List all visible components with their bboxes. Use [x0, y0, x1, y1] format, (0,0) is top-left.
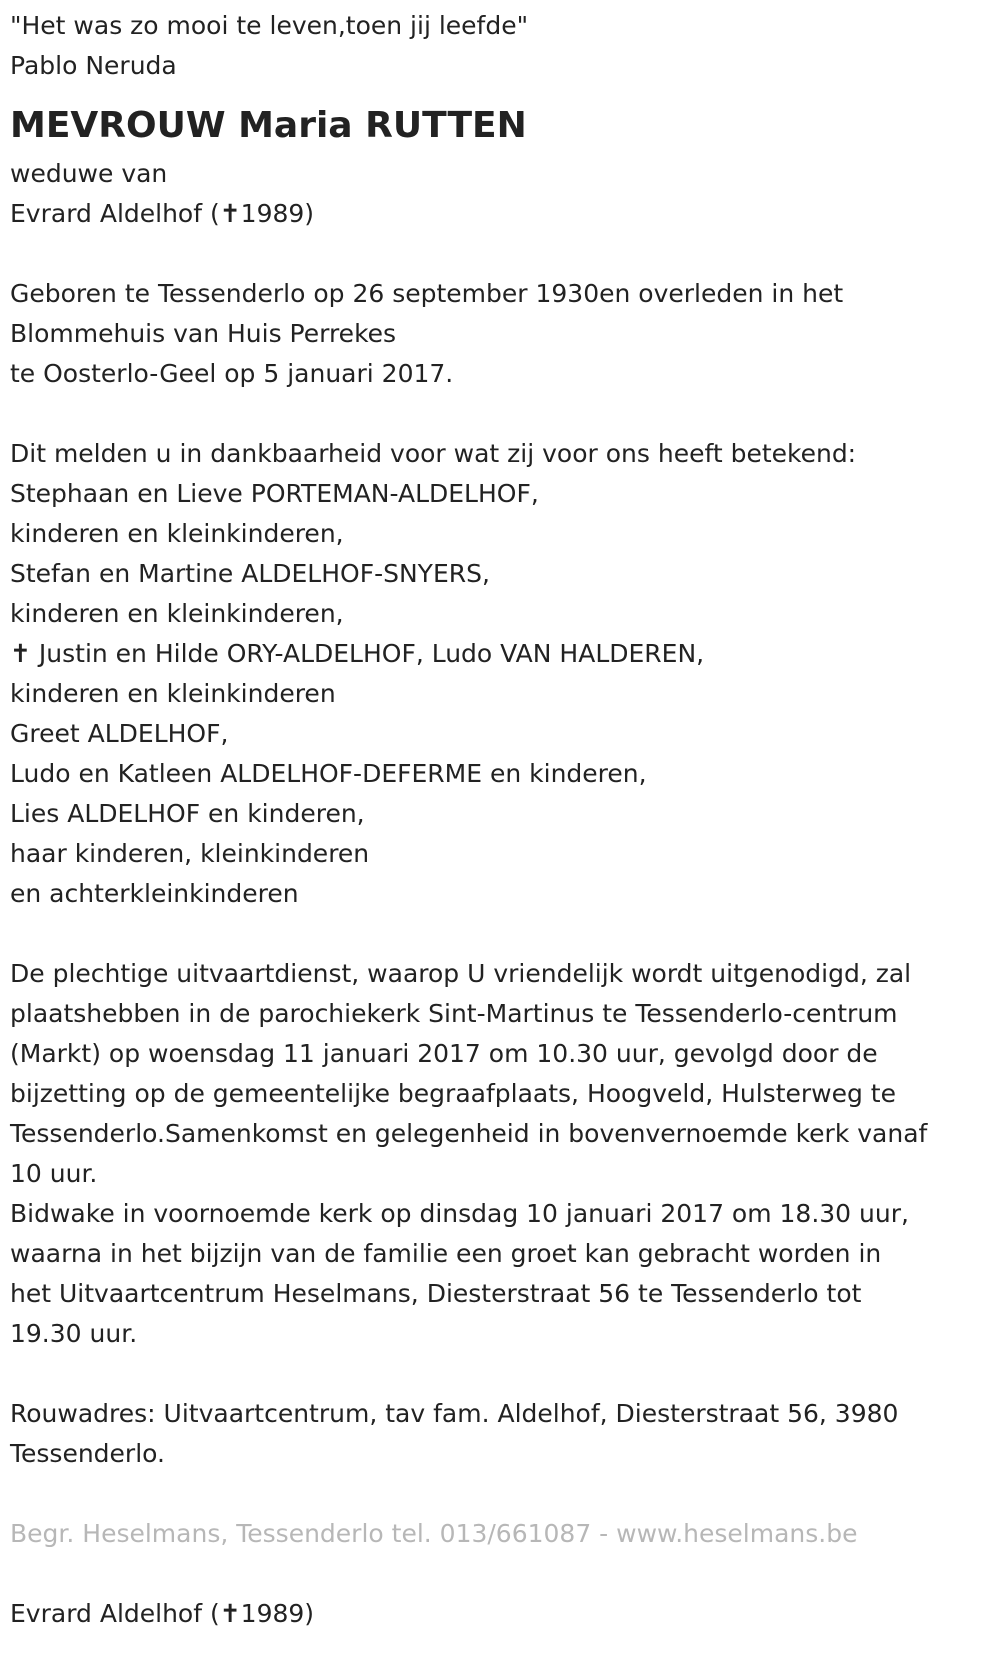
spacer: [10, 234, 990, 274]
deceased-relation: weduwe van: [10, 159, 168, 188]
address-line: Rouwadres: Uitvaartcentrum, tav fam. Aldelhof, Diesterstraat 56, 3980: [10, 1399, 899, 1428]
service-line: 10 uur.: [10, 1159, 98, 1188]
family-line: Ludo en Katleen ALDELHOF-DEFERME en kinderen,: [10, 759, 647, 788]
quote-block: [10, 6, 990, 86]
family-line: Stefan en Martine ALDELHOF-SNYERS,: [10, 559, 490, 588]
family-line: Lies ALDELHOF en kinderen,: [10, 799, 365, 828]
service-line: plaatshebben in de parochiekerk Sint-Martinus te Tessenderlo-centrum: [10, 999, 898, 1028]
service-line: bijzetting op de gemeentelijke begraafplaats, Hoogveld, Hulsterweg te: [10, 1079, 896, 1108]
spacer: [10, 394, 990, 434]
address-block: [10, 1394, 990, 1474]
footer-spouse: Evrard Aldelhof (✝1989): [10, 1599, 315, 1628]
family-line: Greet ALDELHOF,: [10, 719, 229, 748]
family-line: Dit melden u in dankbaarheid voor wat zij voor ons heeft betekend:: [10, 439, 857, 468]
quote-text: "Het was zo mooi te leven,toen jij leefde": [10, 11, 529, 40]
family-line: Stephaan en Lieve PORTEMAN-ALDELHOF,: [10, 479, 539, 508]
spacer: [10, 1354, 990, 1394]
family-line: kinderen en kleinkinderen: [10, 679, 336, 708]
service-line: Bidwake in voornoemde kerk op dinsdag 10 januari 2017 om 18.30 uur,: [10, 1199, 909, 1228]
birth-death-line: te Oosterlo-Geel op 5 januari 2017.: [10, 359, 454, 388]
family-block: [10, 434, 990, 914]
service-line: (Markt) op woensdag 11 januari 2017 om 10.30 uur, gevolgd door de: [10, 1039, 878, 1068]
birth-death-line: Geboren te Tessenderlo op 26 september 1930en overleden in het: [10, 279, 844, 308]
family-line: kinderen en kleinkinderen,: [10, 519, 344, 548]
funeral-home-credit: Begr. Heselmans, Tessenderlo tel. 013/661087 - www.heselmans.be: [10, 1519, 858, 1548]
spacer: [10, 1474, 990, 1514]
service-line: De plechtige uitvaartdienst, waarop U vriendelijk wordt uitgenodigd, zal: [10, 959, 912, 988]
family-line: ✝ Justin en Hilde ORY-ALDELHOF, Ludo VAN HALDEREN,: [10, 639, 705, 668]
service-line: het Uitvaartcentrum Heselmans, Diesterstraat 56 te Tessenderlo tot: [10, 1279, 862, 1308]
birth-death-line: Blommehuis van Huis Perrekes: [10, 319, 397, 348]
family-line: kinderen en kleinkinderen,: [10, 599, 344, 628]
quote-author: Pablo Neruda: [10, 51, 177, 80]
service-line: Tessenderlo.Samenkomst en gelegenheid in bovenvernoemde kerk vanaf: [10, 1119, 928, 1148]
service-block: [10, 954, 990, 1354]
deceased-name: MEVROUW Maria RUTTEN: [10, 105, 527, 146]
spacer: [10, 1554, 990, 1594]
birth-death-block: [10, 274, 990, 394]
deceased-spouse: Evrard Aldelhof (✝1989): [10, 199, 315, 228]
service-line: waarna in het bijzijn van de familie een groet kan gebracht worden in: [10, 1239, 882, 1268]
family-line: haar kinderen, kleinkinderen: [10, 839, 370, 868]
family-line: en achterkleinkinderen: [10, 879, 299, 908]
service-line: 19.30 uur.: [10, 1319, 138, 1348]
spacer: [10, 914, 990, 954]
address-line: Tessenderlo.: [10, 1439, 165, 1468]
